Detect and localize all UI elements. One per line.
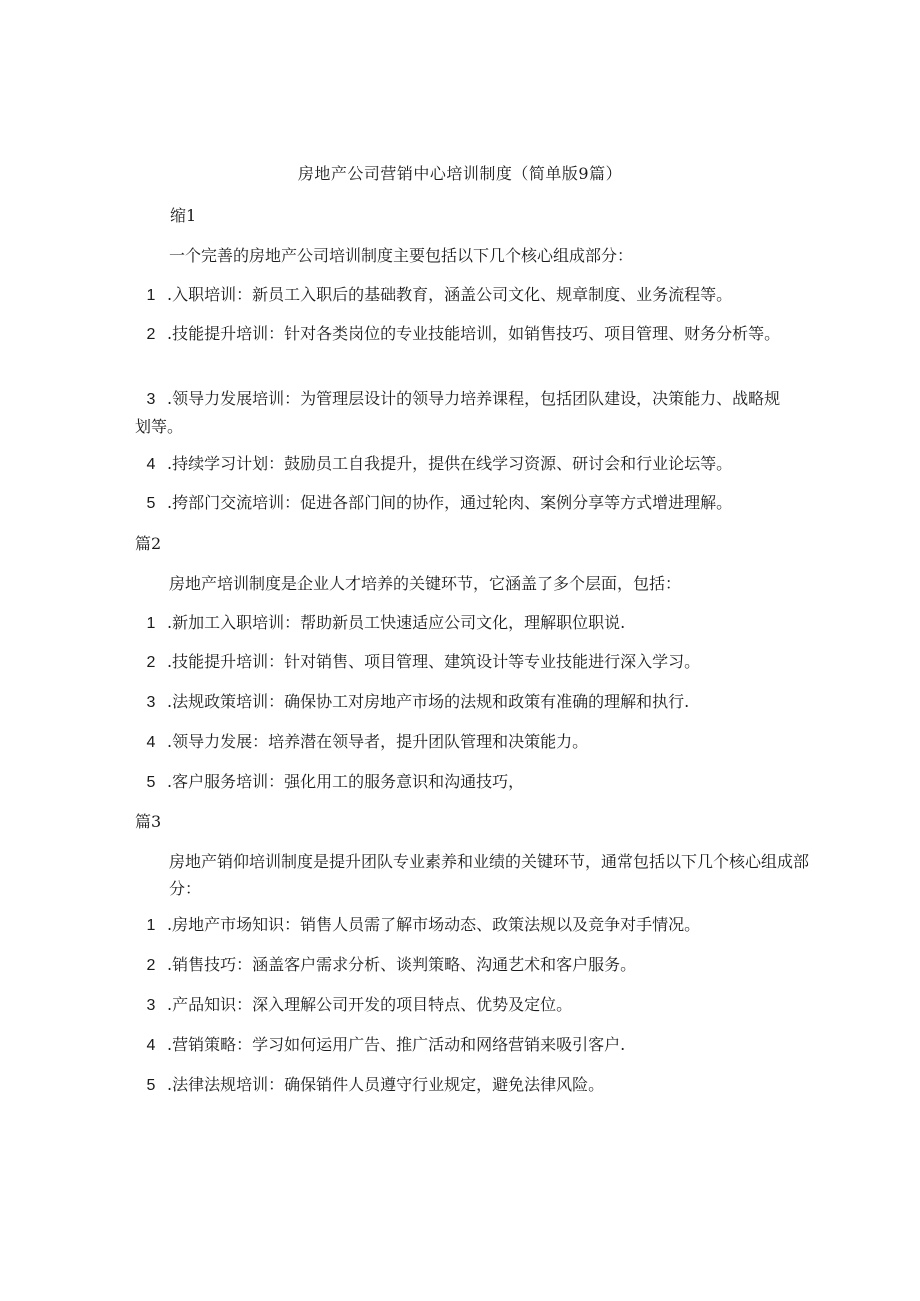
item-text: .新加工入职培训：帮助新员工快速适应公司文化，理解职位职说. (167, 613, 626, 632)
item-number: 4 (146, 456, 156, 473)
list-item (135, 768, 795, 796)
section-heading: 篇3 (135, 812, 162, 831)
item-text: .法律法规培训：确保销件人员遵守行业规定，避免法律风险。 (167, 1075, 605, 1094)
item-number: 3 (146, 694, 156, 711)
list-item (135, 1031, 795, 1059)
item-text: .挎部门交流培训：促进各部门间的协作，通过轮肉、案例分享等方式增进理解。 (167, 493, 733, 512)
item-text: .营销策略：学习如何运用广告、推广活动和网络营销来吸引客户. (167, 1035, 626, 1054)
item-text: .技能提升培训：针对各类岗位的专业技能培训，如销售技巧、项目管理、财务分析等。 (167, 324, 781, 343)
list-item (135, 688, 795, 716)
item-number: 5 (146, 1077, 156, 1094)
list-item (135, 281, 795, 309)
list-item (135, 911, 795, 939)
list-item (135, 648, 795, 676)
section-intro: 房地产培训制度是企业人才培养的关键环节，它涵盖了多个层面，包括： (169, 574, 682, 593)
section-heading: 缩1 (170, 206, 197, 225)
item-text: .法规政策培训：确保协工对房地产市场的法规和政策有准确的理解和执行. (167, 692, 690, 711)
item-text: .客户服务培训：强化用工的服务意识和沟通技巧， (167, 772, 525, 791)
item-number: 4 (146, 734, 156, 751)
list-item (135, 320, 795, 348)
item-number: 1 (146, 287, 156, 304)
item-number: 2 (146, 326, 156, 343)
item-number: 5 (146, 774, 156, 791)
item-text: .技能提升培训：针对销售、项目管理、建筑设计等专业技能进行深入学习。 (167, 652, 701, 671)
section-intro: 房地产销仰培训制度是提升团队专业素养和业绩的关键环节，通常包括以下几个核心组成部分： (169, 852, 810, 898)
list-item (135, 991, 795, 1019)
list-item (135, 1071, 795, 1099)
item-number: 4 (146, 1037, 156, 1054)
item-number: 2 (146, 654, 156, 671)
list-item (135, 450, 795, 478)
section-intro: 一个完善的房地产公司培训制度主要包括以下几个核心组成部分： (169, 246, 634, 265)
list-item (135, 728, 795, 756)
item-number: 5 (146, 495, 156, 512)
list-item (135, 385, 795, 440)
item-text: .入职培训：新员工入职后的基础教育，涵盖公司文化、规章制度、业务流程等。 (167, 285, 733, 304)
item-text: .产品知识：深入理解公司开发的项目特点、优势及定位。 (167, 995, 573, 1014)
item-number: 1 (146, 917, 156, 934)
list-item (135, 951, 795, 979)
item-number: 3 (146, 997, 156, 1014)
item-text: .领导力发展：培养潜在领导者，提升团队管理和决策能力。 (167, 732, 589, 751)
list-item (135, 609, 795, 637)
list-item (135, 489, 795, 517)
item-text: .领导力发展培训：为管理层设计的领导力培养课程，包括团队建设，决策能力、战略规划等。 (135, 389, 781, 436)
item-number: 1 (146, 615, 156, 632)
item-text: .房地产市场知识：销售人员需了解市场动态、政策法规以及竞争对手情况。 (167, 915, 701, 934)
item-number: 3 (146, 391, 156, 408)
section-heading: 篇2 (135, 534, 162, 553)
item-text: .销售技巧：涵盖客户需求分析、谈判策略、沟通艺术和客户服务。 (167, 955, 637, 974)
item-text: .持续学习计划：鼓励员工自我提升，提供在线学习资源、研讨会和行业论坛等。 (167, 454, 733, 473)
item-number: 2 (146, 957, 156, 974)
document-title: 房地产公司营销中心培训制度（简单版9篇） (297, 164, 623, 183)
